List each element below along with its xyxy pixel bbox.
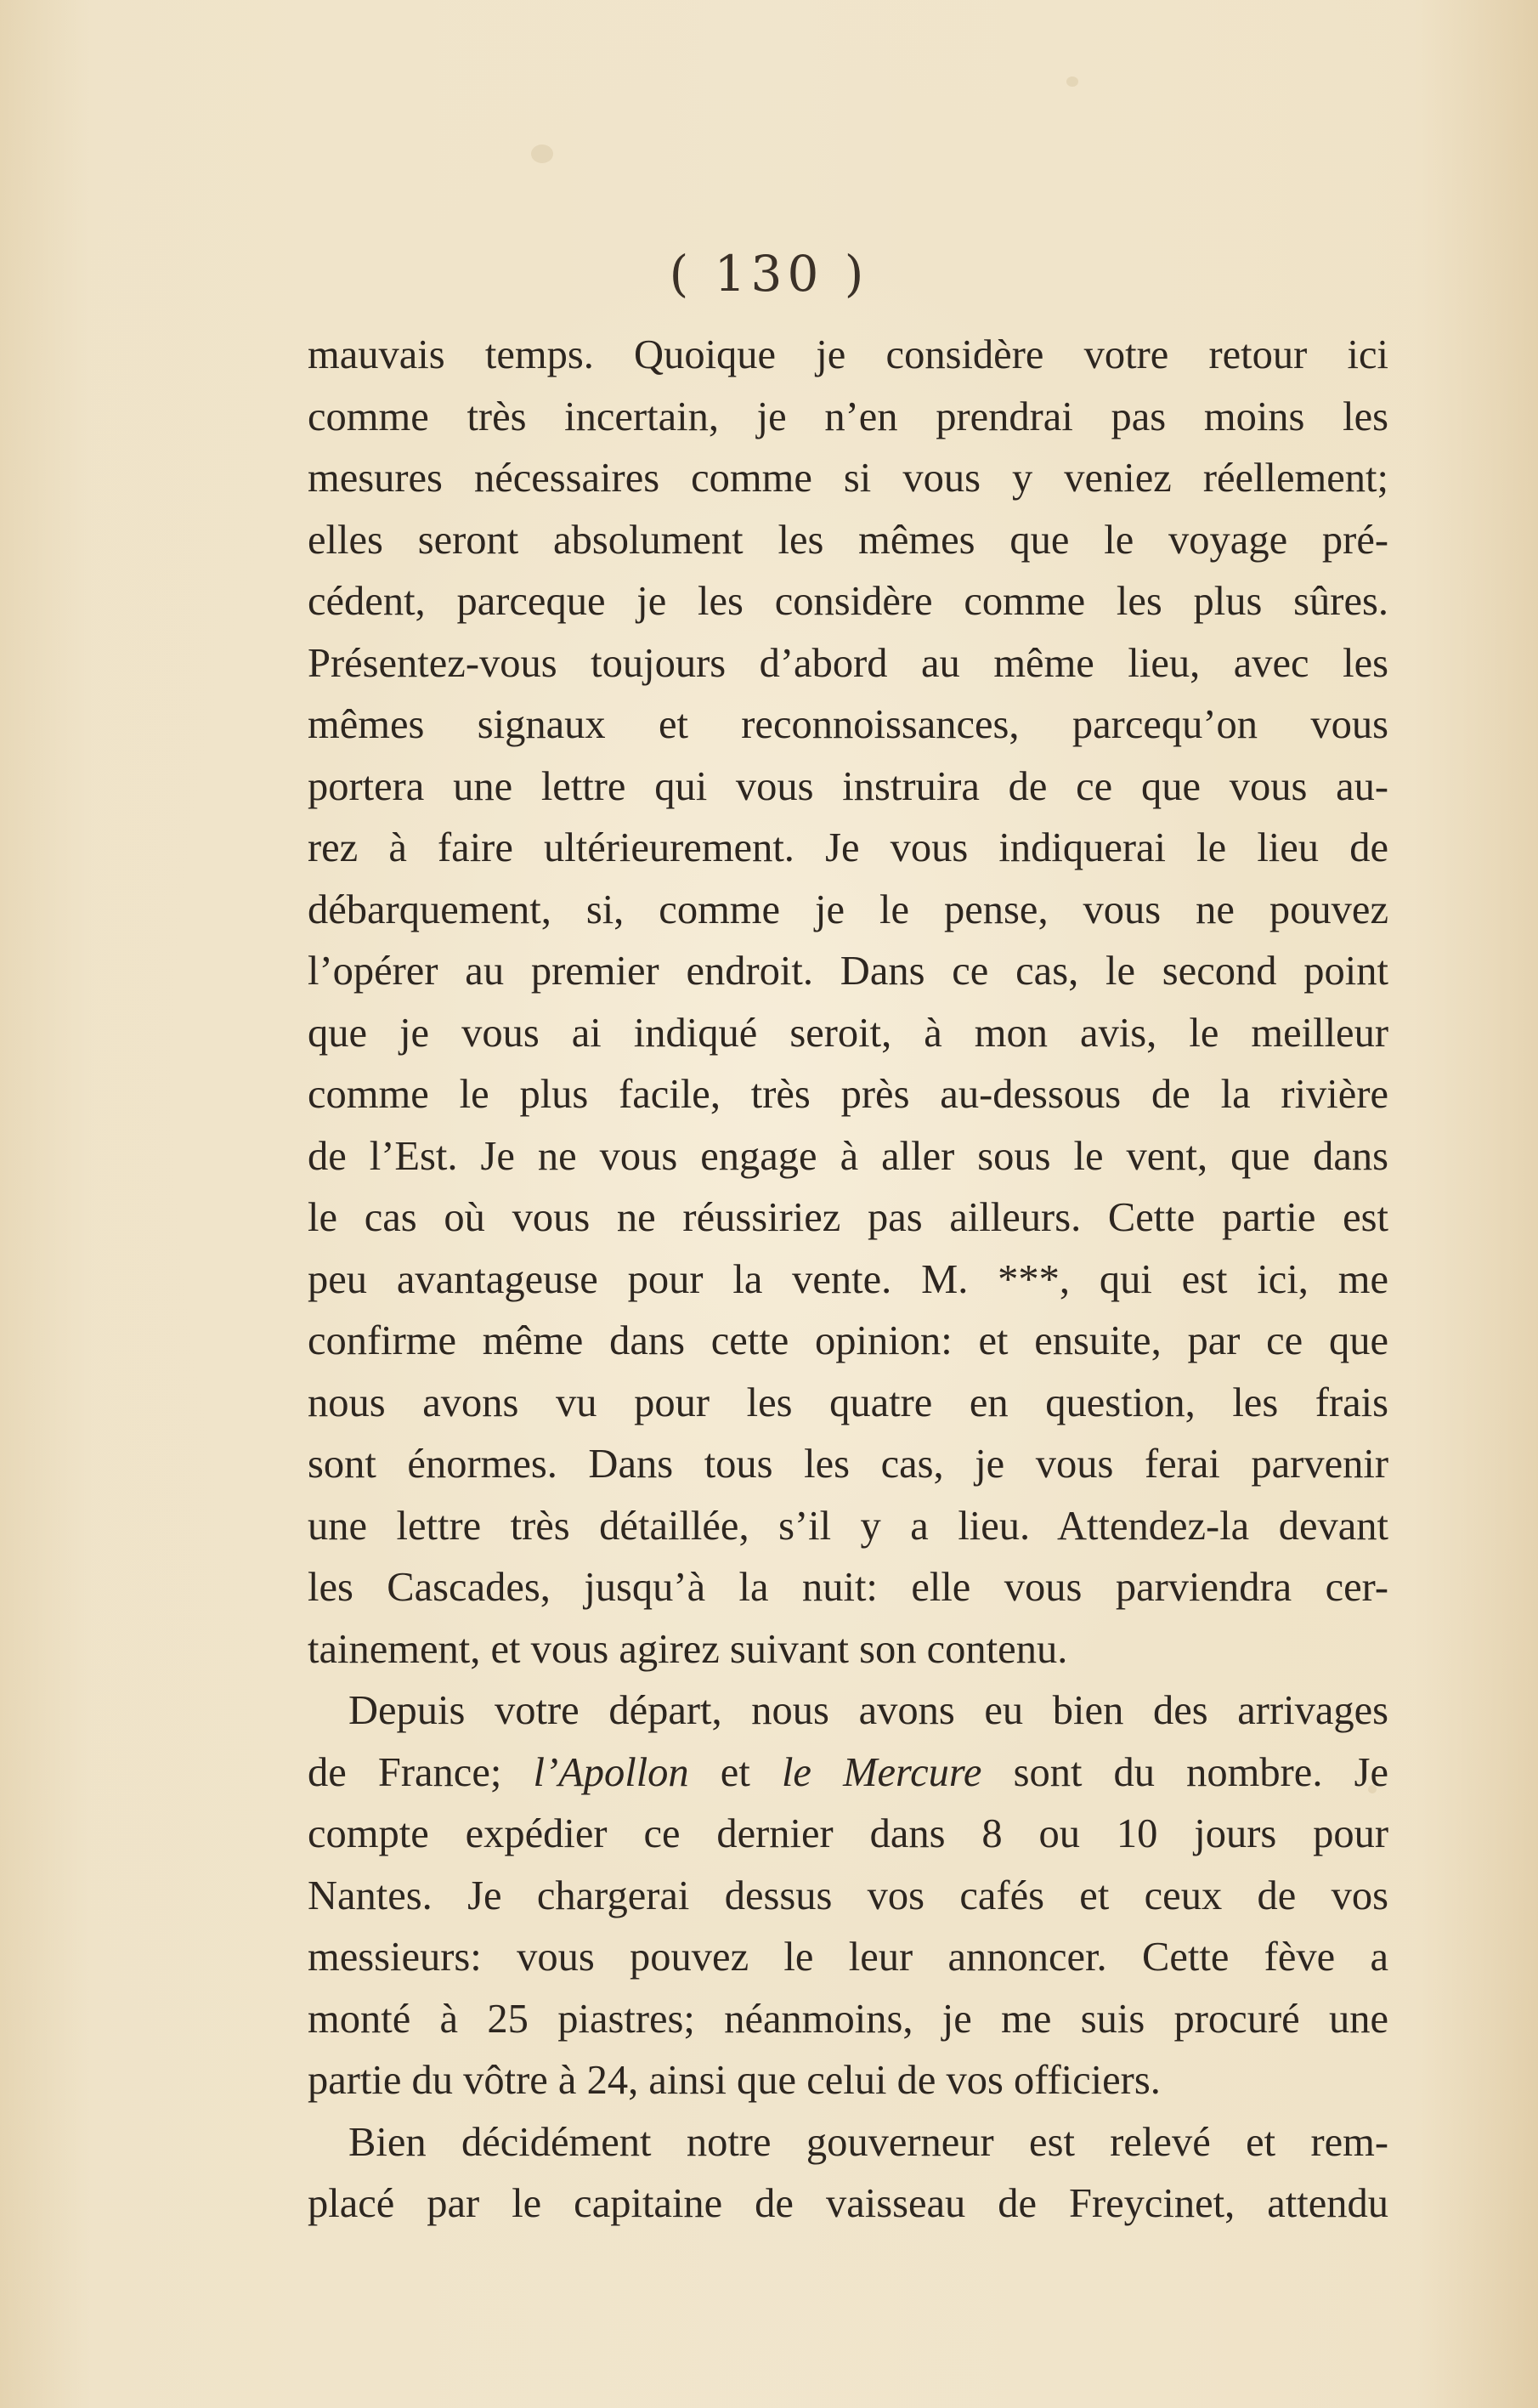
text-line: mauvais temps. Quoique je considère votre retour ici: [308, 332, 1388, 377]
text-line: comme très incertain, je n’en prendrai pas moins les: [308, 394, 1388, 439]
text-line: confirme même dans cette opinion: et ensuite, par ce que: [308, 1318, 1388, 1363]
text-line: messieurs: vous pouvez le leur annoncer. Cette fève a: [308, 1935, 1388, 1980]
text-line: le cas où vous ne réussiriez pas ailleurs. Cette partie est: [308, 1195, 1388, 1240]
text-line: comme le plus facile, très près au-dessous de la rivière: [308, 1072, 1388, 1117]
text-line: portera une lettre qui vous instruira de ce que vous au-: [308, 763, 1388, 809]
text-line: compte expédier ce dernier dans 8 ou 10 jours pour: [308, 1811, 1388, 1856]
text-line: sont énormes. Dans tous les cas, je vous ferai parvenir: [308, 1442, 1388, 1487]
text-line: débarquement, si, comme je le pense, vous ne pouvez: [308, 887, 1388, 932]
text-line: rez à faire ultérieurement. Je vous indiquerai le lieu de: [308, 825, 1388, 870]
text-line: Nantes. Je chargerai dessus vos cafés et ceux de vos: [308, 1873, 1388, 1918]
text-line: placé par le capitaine de vaisseau de Freycinet, attendu: [308, 2181, 1388, 2226]
text-line: les Cascades, jusqu’à la nuit: elle vous parviendra cer-: [308, 1565, 1388, 1610]
text-line: que je vous ai indiqué seroit, à mon avis, le meilleur: [308, 1010, 1388, 1056]
paragraph-first-line: Bien décidément notre gouverneur est relevé et rem-: [348, 2119, 1388, 2165]
text-line: mêmes signaux et reconnoissances, parcequ’on vous: [308, 702, 1388, 747]
text-line: mesures nécessaires comme si vous y veniez réellement;: [308, 456, 1388, 501]
paragraph-last-line: tainement, et vous agirez suivant son contenu.: [308, 1626, 1068, 1672]
ship-name-mercure: le Mercure: [781, 1749, 982, 1795]
body-text: [308, 325, 1388, 2235]
text-line: elles seront absolument les mêmes que le voyage pré-: [308, 517, 1388, 563]
text-segment: et: [688, 1749, 782, 1795]
paper-stain: [1066, 76, 1078, 87]
text-line: nous avons vu pour les quatre en question, les frais: [308, 1380, 1388, 1425]
text-line: peu avantageuse pour la vente. M. ***, qui est ici, me: [308, 1256, 1388, 1302]
text-line: monté à 25 piastres; néanmoins, je me suis procuré une: [308, 1996, 1388, 2042]
text-line: [308, 1742, 1388, 1805]
paper-stain: [531, 144, 553, 163]
text-line: de l’Est. Je ne vous engage à aller sous le vent, que dans: [308, 1133, 1388, 1179]
text-segment: de France;: [308, 1749, 534, 1795]
page-number: ( 130 ): [669, 245, 869, 303]
paragraph-last-line: partie du vôtre à 24, ainsi que celui de vos officiers.: [308, 2058, 1161, 2103]
text-line: une lettre très détaillée, s’il y a lieu. Attendez-la devant: [308, 1503, 1388, 1549]
paragraph-first-line: Depuis votre départ, nous avons eu bien des arrivages: [348, 1688, 1388, 1733]
text-segment: sont du nombre. Je: [981, 1749, 1388, 1795]
text-line: Présentez-vous toujours d’abord au même lieu, avec les: [308, 640, 1388, 686]
text-line: l’opérer au premier endroit. Dans ce cas, le second point: [308, 949, 1388, 994]
text-line: cédent, parceque je les considère comme les plus sûres.: [308, 579, 1388, 624]
ship-name-apollon: l’Apollon: [533, 1749, 689, 1795]
